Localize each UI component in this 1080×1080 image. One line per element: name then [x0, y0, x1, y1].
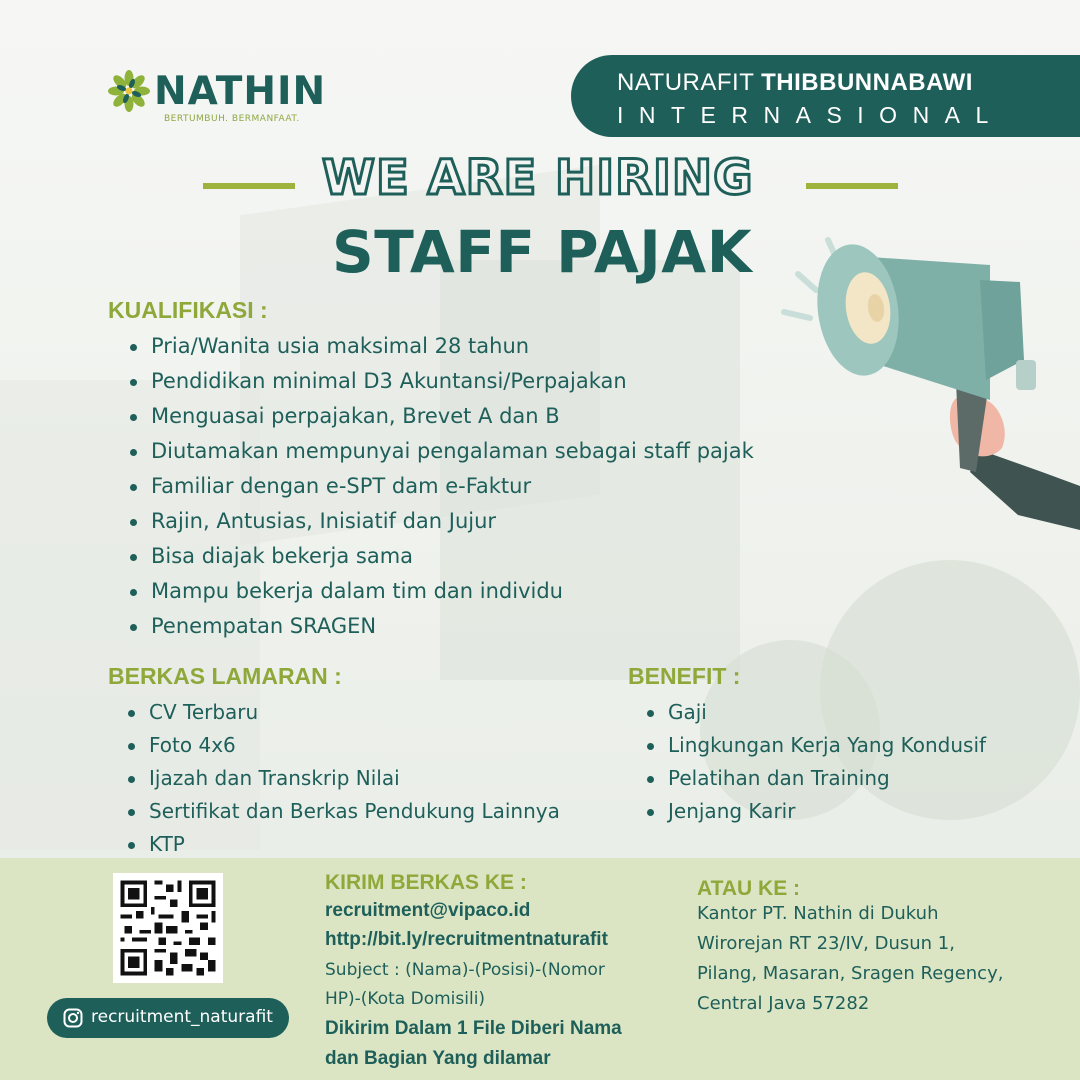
instagram-handle-badge[interactable] [47, 998, 289, 1038]
logo-tagline: BERTUMBUH. BERMANFAAT. [164, 114, 300, 124]
list-item: Diutamakan mempunyai pengalaman sebagai staff pajak [151, 434, 754, 469]
list-item: Gaji [668, 696, 986, 729]
list-item: CV Terbaru [149, 696, 560, 729]
hiring-heading: WE ARE HIRING [322, 150, 754, 206]
logo-name: NATHIN [154, 69, 327, 114]
address-line: Pilang, Masaran, Sragen Regency, [697, 963, 1004, 984]
benefits-list [668, 696, 986, 828]
instagram-handle: recruitment_naturafit [91, 1007, 273, 1027]
list-item: Ijazah dan Transkrip Nilai [149, 762, 560, 795]
flower-logo-icon [106, 68, 152, 114]
list-item: Familiar dengan e-SPT dam e-Faktur [151, 469, 754, 504]
banner-line-1 [617, 69, 973, 97]
heading-divider-left [203, 183, 295, 189]
list-item: KTP [149, 828, 560, 861]
banner-line-1-regular: NATURAFIT [617, 69, 762, 96]
banner-line-1-bold: THIBBUNNABAWI [761, 69, 973, 96]
job-title: STAFF PAJAK [332, 218, 753, 286]
address-line: Central Java 57282 [697, 993, 870, 1014]
list-item: Rajin, Antusias, Inisiatif dan Jujur [151, 504, 754, 539]
company-logo [106, 68, 336, 128]
send-note-line-2: dan Bagian Yang dilamar [325, 1048, 551, 1069]
list-item: Menguasai perpajakan, Brevet A dan B [151, 399, 754, 434]
heading-divider-right [806, 183, 898, 189]
list-item: Bisa diajak bekerja sama [151, 539, 754, 574]
send-subject-line-1: Subject : (Nama)-(Posisi)-(Nomor [325, 960, 605, 980]
banner-line-2: INTERNASIONAL [617, 102, 1004, 128]
list-item: Pelatihan dan Training [668, 762, 986, 795]
send-subject-line-2: HP)-(Kota Domisili) [325, 989, 486, 1009]
list-item: Pria/Wanita usia maksimal 28 tahun [151, 329, 754, 364]
address-line: Wirorejan RT 23/IV, Dusun 1, [697, 933, 955, 954]
list-item: Foto 4x6 [149, 729, 560, 762]
qr-code-icon[interactable] [113, 873, 223, 983]
documents-heading: BERKAS LAMARAN : [108, 663, 342, 689]
company-banner [571, 55, 1080, 137]
send-note-line-1: Dikirim Dalam 1 File Diberi Nama [325, 1018, 622, 1039]
megaphone-icon [780, 210, 1080, 530]
benefits-heading: BENEFIT : [628, 663, 741, 689]
documents-list [149, 696, 560, 861]
send-email[interactable]: recruitment@vipaco.id [325, 900, 531, 921]
qualifications-list [151, 329, 754, 644]
instagram-icon [63, 1008, 83, 1028]
list-item: Pendidikan minimal D3 Akuntansi/Perpajakan [151, 364, 754, 399]
alt-heading: ATAU KE : [697, 877, 801, 900]
list-item: Mampu bekerja dalam tim dan individu [151, 574, 754, 609]
send-heading: KIRIM BERKAS KE : [325, 871, 527, 894]
qualifications-heading: KUALIFIKASI : [108, 297, 268, 323]
address-line: Kantor PT. Nathin di Dukuh [697, 903, 939, 924]
list-item: Jenjang Karir [668, 795, 986, 828]
list-item: Penempatan SRAGEN [151, 609, 754, 644]
list-item: Lingkungan Kerja Yang Kondusif [668, 729, 986, 762]
send-link[interactable]: http://bit.ly/recruitmentnaturafit [325, 929, 608, 950]
list-item: Sertifikat dan Berkas Pendukung Lainnya [149, 795, 560, 828]
